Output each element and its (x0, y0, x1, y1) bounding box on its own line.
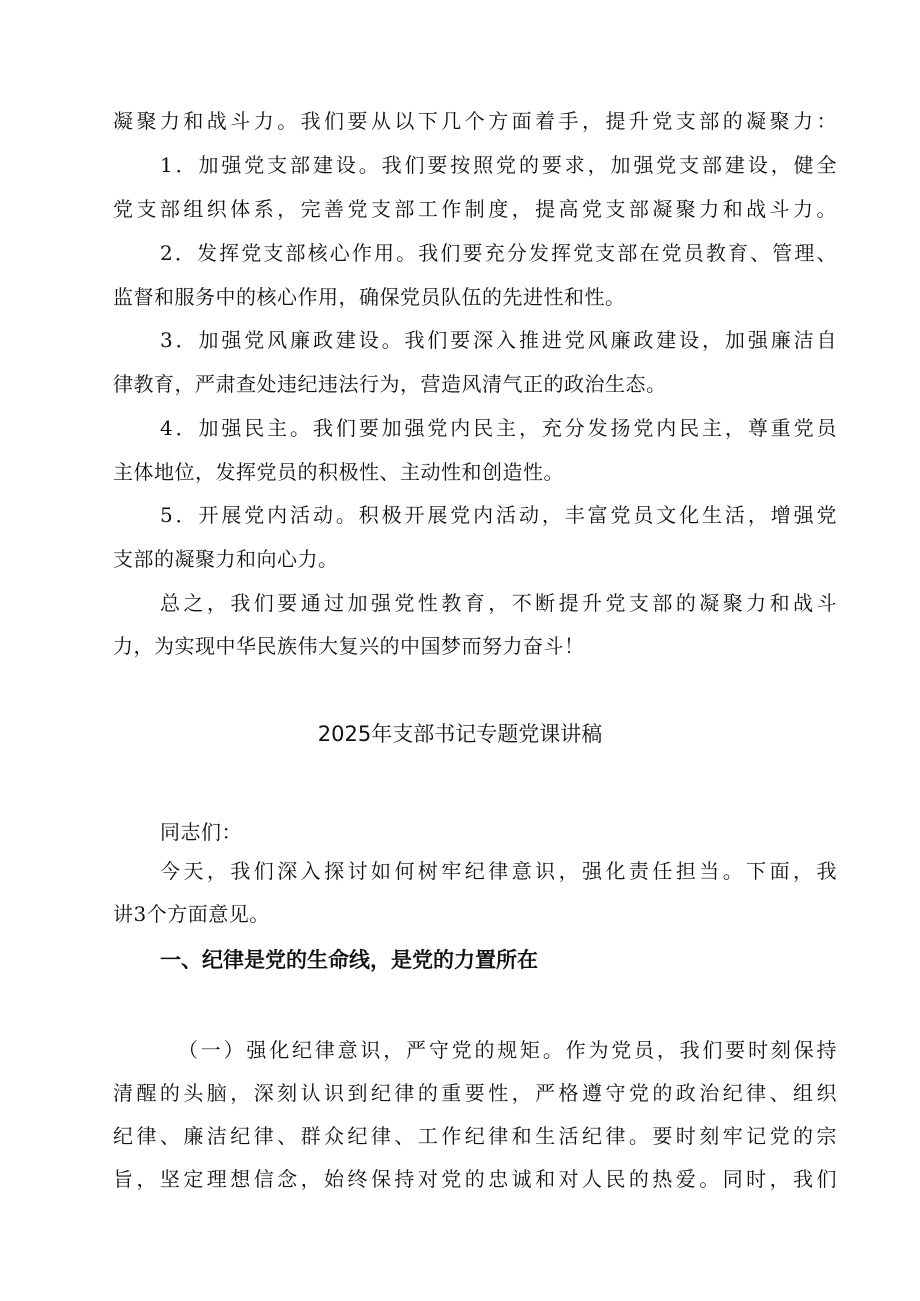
list-item-4-line: 4．加强民主。我们要加强党内民主，充分发扬党内民主，尊重党员 (160, 416, 837, 440)
section-heading: 一、纪律是党的生命线，是党的力置所在 (160, 948, 538, 972)
list-item-3-line: 律教育，严肃查处违纪违法行为，营造风清气正的政治生态。 (113, 372, 667, 396)
intro-line: 今天，我们深入探讨如何树牢纪律意识，强化责任担当。下面，我 (160, 859, 837, 883)
list-item-5-line: 支部的凝聚力和向心力。 (113, 547, 339, 571)
intro-line: 讲3个方面意见。 (113, 902, 270, 926)
document-title: 2025年支部书记专题党课讲稿 (317, 722, 603, 746)
conclusion-line: 力，为实现中华民族伟大复兴的中国梦而努力奋斗！ (113, 634, 585, 658)
list-item-1-line: 1．加强党支部建设。我们要按照党的要求，加强党支部建设，健全 (160, 153, 837, 177)
list-item-5-line: 5．开展党内活动。积极开展党内活动，丰富党员文化生活，增强党 (160, 503, 837, 527)
list-item-1-line: 党支部组织体系，完善党支部工作制度，提高党支部凝聚力和战斗力。 (113, 197, 837, 221)
list-item-3-line: 3．加强党风廉政建设。我们要深入推进党风廉政建设，加强廉洁自 (160, 328, 837, 352)
paragraph-line: 纪律、廉洁纪律、群众纪律、工作纪律和生活纪律。要时刻牢记党的宗 (113, 1124, 837, 1148)
list-item-2-line: 监督和服务中的核心作用，确保党员队伍的先进性和性。 (113, 285, 626, 309)
conclusion-line: 总之，我们要通过加强党性教育，不断提升党支部的凝聚力和战斗 (160, 591, 837, 615)
greeting: 同志们： (160, 820, 242, 844)
paragraph-line: （一）强化纪律意识，严守党的规矩。作为党员，我们要时刻保持 (178, 1038, 837, 1062)
paragraph-line: 清醒的头脑，深刻认识到纪律的重要性，严格遵守党的政治纪律、组织 (113, 1081, 837, 1105)
list-item-2-line: 2．发挥党支部核心作用。我们要充分发挥党支部在党员教育、管理、 (160, 241, 837, 265)
paragraph-line: 旨，坚定理想信念，始终保持对党的忠诚和对人民的热爱。同时，我们 (113, 1167, 837, 1191)
paragraph-line: 凝聚力和战斗力。我们要从以下几个方面着手，提升党支部的凝聚力： (113, 109, 837, 133)
list-item-4-line: 主体地位，发挥党员的积极性、主动性和创造性。 (113, 460, 564, 484)
